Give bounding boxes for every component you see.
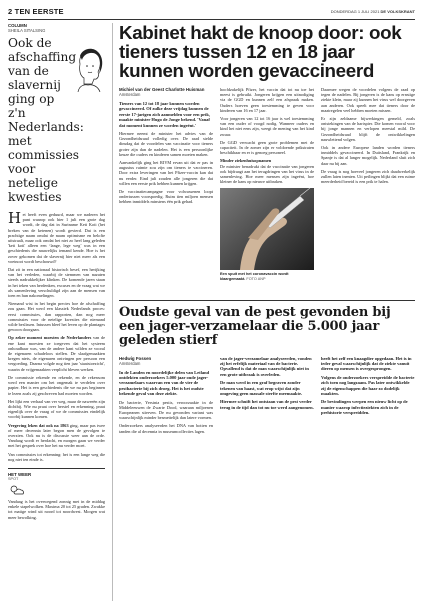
article-lead: Tieners van 12 tot 18 jaar kunnen worden gevaccineerd. Of zulke deze vrijdag kunnen de eerste 17-jarigen zich aanmelden voor een prik, maakte minister Hugo de Jonge bekend. 'Vanaf dat moment kunnen ze worden ingeënt.' <box>119 101 211 128</box>
author-portrait-illustration <box>70 46 106 92</box>
column-sidebar <box>8 23 105 523</box>
column-paragraph: Van commissies tot erkenning: het is een lange weg die nog niet ten einde is. <box>8 451 105 462</box>
column-paragraph: Dat zit in een nationaal historisch besef, een herijking van het verleden, waarbij de stemmen van nazaten steeds nadrukkelijker klinken. De komende jaren staan in het teken van herdenken, excuses en de vraag wat we als samenleving verschuldigd zijn aan de mensen van toen en hun nakomelingen. <box>8 267 105 299</box>
article-paragraph: hoofdzakelijk Pfizer, het vaccin dat tot nu toe het meest is gebruikt. Jongeren krijgen een uitnodiging via de GGD en kunnen zelf een afspraak maken. Ouders hoeven geen toestemming te geven voor kinderen van 16 en 17 jaar. <box>220 87 314 113</box>
article-paragraph: Daarmee wegen de voordelen volgens de raad op tegen de nadelen. Bij jongeren is de kans op ernstige ziekte klein, maar zij kunnen het virus wel doorgeven aan anderen. Ook speelt mee dat tieners door de maatregelen veel hebben moeten missen. <box>321 87 415 113</box>
article-column-2 <box>220 356 314 437</box>
article-column-1 <box>119 87 213 282</box>
article-column-3 <box>321 87 415 282</box>
article-paragraph: Minder ziekenhuisopnamen De minister benadrukt dat de vaccinatie van jongeren ook bijdraagt aan het terugdringen van het virus in de samenleving. Hoe meer mensen zijn ingeënt, hoe kleiner de kans op nieuwe uitbraken. <box>220 158 314 185</box>
article-paragraph: Aanvankelijk ging het RIVM ervan uit dat er pas in augustus ruimte zou zijn om tieners te vaccineren. Door extra leveringen van het Pfizer-vaccin kan dat nu eerder. Eind juli zouden alle jongeren die dat willen een eerste prik hebben kunnen krijgen. <box>119 160 213 186</box>
column-paragraph: Het lijkt een verhaal van ver weg, maar de naweeën zijn dichtbij. Wie nu praat over herstel en erkenning, praat eigenlijk over de vraag of we de commissies eindelijk voorbij kunnen komen. <box>8 398 105 420</box>
drop-cap: H <box>8 209 22 227</box>
weather-title: HET WEER <box>8 471 32 477</box>
main-headline: Kabinet hakt de knoop door: ook tieners tussen 12 en 18 jaar kunnen worden gevaccineerd <box>119 22 402 81</box>
article-separator <box>119 300 415 301</box>
article-location: Amsterdam <box>119 92 141 97</box>
article-paragraph: De bevindingen werpen een nieuw licht op de manier waarop infectieziekten zich in de prehistorie verspreidden. <box>321 399 408 416</box>
dateline <box>331 9 415 14</box>
sun-cloud-icon <box>8 484 26 496</box>
article-subhead: Minder ziekenhuisopnamen <box>220 158 272 164</box>
article-column-1 <box>119 356 213 437</box>
column-paragraph: De commissie rekende en rekende, en de rekensom werd een manier om het ongemak te verdelen over papier. Het is een geschiedenis die we nu pas beginnen te lezen zoals zij geschreven had moeten worden. <box>8 374 105 396</box>
column-title: Ook de afschaffing van de slavernij ging op z'n Nederlands: met commissies voor netelige kwesties <box>8 36 84 204</box>
article-author: Hedwig Fossen <box>119 355 152 361</box>
article-paragraph: De GGD verwacht geen grote problemen met de capaciteit. In de zomer zijn er voldoende prikstraten beschikbaar en er is genoeg personeel. <box>220 139 314 156</box>
vaccine-syringe-photo <box>220 188 314 270</box>
article-location: Amsterdam <box>119 360 141 366</box>
weather-label: SPOT <box>8 476 19 481</box>
column-author: SHEILA SITALSING <box>8 28 46 33</box>
column-kicker: COLUMN <box>8 23 27 28</box>
second-article <box>119 306 415 437</box>
article-column-2 <box>220 87 314 282</box>
photo-caption: Een spuit met het coronavaccin wordt klaargemaakt. FOTO ANP <box>220 272 289 282</box>
issue-date: DONDERDAG 1 JULI 2021 <box>330 8 380 14</box>
article-paragraph: Onderzoekers analyseerden het DNA van botten en tanden die al decennia in museumcollecties lagen. <box>119 423 213 434</box>
column-paragraph: Het heeft even geduurd, maar we naderen het punt waarop ook hier 1 juli een grote dag wordt, de dag dat in Suriname Keti Koti (het breken van de ketenen) wordt gevierd. Dat is een prachtige naam omdat de naam optimisme en belofte uitstraalt, maar ook omdat het niet zo heel lang geleden 'keti koti' alleen een ‘lange, lege weg’ was in een geschiedenis die nauwelijks iemand kende. Hoe is het zover gekomen dat de slavernij hier niet meer als een voetnoot wordt beschouwd? <box>8 209 105 264</box>
article-paragraph: Volgens de onderzoekers verspreidde de bacterie zich toen nog langzaam. Pas later ontwikkelde zij de eigenschappen die haar zo dodelijk maakten. <box>321 374 415 397</box>
section-name: TEN EERSTE <box>14 6 64 16</box>
column-paragraph: Vergeving leken dat ook na 1863 ging, maar pas twee of meer decennia later begon men de gevolgen te overzien. Ook nu is de discussie weer aan de orde. Vandaag wordt er herdacht, en morgen gaan we verder met het gesprek over hoe het nu verder moet. <box>8 422 105 449</box>
column-subhead: Vergeving leken dat ook na 1863 <box>8 422 69 428</box>
article-paragraph: van de jager-verzamelaar analyseerden, vonden zij het erfelijk materiaal van de bacterie. Opvallend is dat de man waarschijnlijk niet in een grote uitbraak is overleden. <box>220 355 312 377</box>
column-subhead: Op zeker moment moesten de Nederlanders <box>8 335 92 341</box>
main-article <box>119 23 415 282</box>
page-number: 2 <box>8 6 13 16</box>
paper-name: DE VOLKSKRANT <box>380 8 415 14</box>
page-header <box>8 6 415 20</box>
weather-text: Vandaag is het overwegend zonnig met in de middag enkele stapelwolken. Maxima 20 tot 25 graden. Zwakke tot matige wind uit noord tot noordwest. Morgen wat meer bewolking. <box>8 498 105 520</box>
article-column-3 <box>321 356 415 437</box>
second-headline: Oudste geval van de pest gevonden bij een jager-verzamelaar die 5.000 jaar geleden stierf <box>119 305 391 349</box>
article-paragraph: De man werd in een graf begraven zonder tekenen van haast, wat erop wijst dat zijn omgeving geen massale sterfte meemaakte. <box>220 380 303 397</box>
main-article-columns <box>119 87 415 282</box>
article-paragraph: De bacterie, Yersinia pestis, veroorzaakte in de Middeleeuwen de Zwarte Dood, waaraan miljoenen Europeanen stierven. De nu gevonden variant was waarschijnlijk minder besmettelijk dan latere vormen. <box>119 399 213 421</box>
article-paragraph: Hiermee schuift het ontstaan van de pest verder terug in de tijd dan tot nu toe werd aangenomen. <box>220 399 314 410</box>
article-paragraph: Voor jongeren van 12 tot 16 jaar is wel toestemming van een ouder of voogd nodig. Wanneer ouders en kind het niet eens zijn, weegt de mening van het kind zwaar. <box>220 116 314 137</box>
second-article-columns <box>119 356 415 437</box>
page-section <box>8 7 64 16</box>
article-paragraph: Er zijn zeldzame bijwerkingen gemeld, zoals ontstekingen van de hartspier. Die komen vooral voor bij jonge mannen en verlopen meestal mild. De Gezondheidsraad blijft de ontwikkelingen nauwlettend volgen. <box>321 116 415 142</box>
column-paragraph: Niemand wist in het begin precies hoe de afschaffing zou gaan. Het werd een klassiek Nederlands proces: eerst commissies, dan rapporten, dan nog meer commissies voor de netelige kwesties die niemand wilde beslissen. Intussen bleef het leven op de plantages gewoon doorgaan. <box>8 301 105 333</box>
article-paragraph: heeft het zelf een knaagdier opgedaan. Het is in ieder geval waarschijnlijk dat de ziekte vanuit dieren op mensen is overgesprongen. <box>321 355 412 372</box>
photo-credit: FOTO ANP <box>246 277 266 282</box>
article-paragraph: De vaccinatiecampagne voor volwassenen loopt ondertussen voorspoedig. Ruim tien miljoen mensen hebben inmiddels minstens één prik gehad. <box>119 189 213 205</box>
article-author: Michiel van der Geest Charlotte Huisman <box>119 87 205 92</box>
weather-box <box>8 468 105 520</box>
article-paragraph: De vraag is nog hoeveel jongeren zich daadwerkelijk zullen laten inenten. Uit peilingen blijkt dat een ruime meerderheid bereid is een prik te halen. <box>321 168 415 185</box>
column-paragraph: Op zeker moment moesten de Nederlanders van de ene kant moesten ze toegeven dat het systeem onhoudbaar was, van de andere kant wilden ze vooral de eigenaren schadeloos stellen. De slaafgemaakten kregen niets, de eigenaren ontvingen per persoon een vergoeding. Daarna volgde nog tien jaar 'staatstoezicht', waarin de vrijgemaakten verplicht bleven werken. <box>8 335 106 372</box>
column-header <box>8 36 105 204</box>
column-divider <box>112 23 113 601</box>
article-paragraph: Hiermee neemt de minister het advies van de Gezondheidsraad volledig over. De raad stelde dinsdag dat de voordelen van vaccinatie voor tieners groter zijn dan de nadelen. Het is een persoonlijke keuze die ouders en kinderen samen moeten maken. <box>119 131 213 157</box>
article-lead: In de Landen en noordelijke delen van Letland ontdekten onderzoekers 5.000 jaar oude jager-verzamelaars waarvan een van de vier de pestbacterie bij zich droeg. Het is het oudste bekende geval van deze ziekte. <box>119 369 210 397</box>
article-paragraph: Ook in andere Europese landen worden tieners inmiddels gevaccineerd. In Duitsland, Frankrijk en Spanje is dat al langer mogelijk. Nederland sluit zich daar nu bij aan. <box>321 145 415 166</box>
